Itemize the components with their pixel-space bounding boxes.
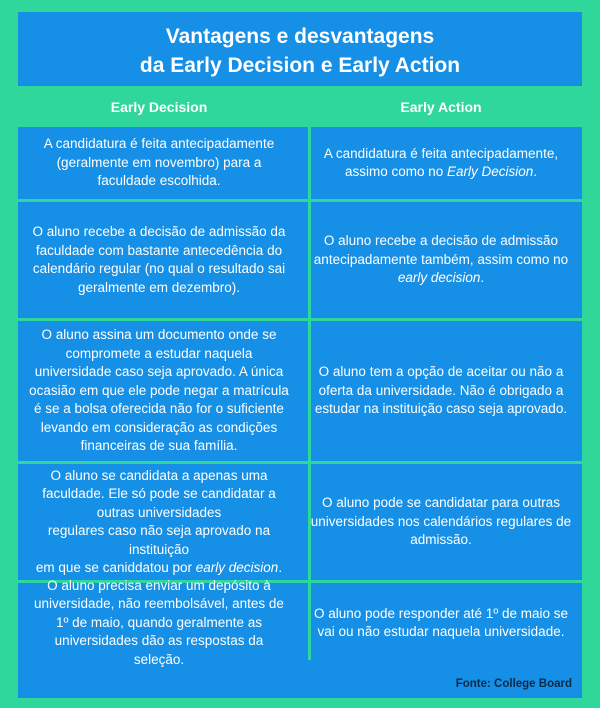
table-row — [18, 577, 582, 667]
early-decision-cell: A candidatura é feita antecipadamente (geralmente em novembro) para a faculdade escolhida. — [43, 136, 275, 189]
early-action-cell: O aluno pode responder até 1º de maio se vai ou não estudar naquela universidade. — [313, 605, 569, 639]
table-row — [18, 464, 582, 580]
early-decision-cell: O aluno precisa enviar um depósito à universidade, não reembolsável, antes de 1º de maio, quando geralmente as universidades dão as respostas da seleção. — [34, 577, 284, 667]
table-header — [18, 86, 582, 127]
table-row — [18, 127, 582, 199]
column-header-early-decision: Early Decision — [110, 98, 208, 115]
early-action-cell: O aluno recebe a decisão de admissão antecipadamente também, assim como no early decision. — [313, 233, 569, 286]
table-row — [18, 321, 582, 461]
column-divider — [308, 127, 311, 660]
early-decision-cell: O aluno se candidata a apenas uma faculdade. Ele só pode se candidatar a outras universidades regulares caso não seja aprovado na instituição em que se caniddatou por early decision. — [35, 467, 283, 575]
column-header-early-action: Early Action — [400, 98, 482, 115]
early-decision-cell: O aluno recebe a decisão de admissão da faculdade com bastante antecedência do calendário regular (no qual o resultado sai geralmente em dezembro). — [32, 224, 286, 295]
comparison-card — [18, 12, 582, 698]
table-row — [18, 202, 582, 318]
early-action-cell: O aluno tem a opção de aceitar ou não a oferta da universidade. Não é obrigado a estudar na instituição caso seja aprovado. — [314, 364, 568, 417]
early-decision-cell: O aluno assina um documento onde se compromete a estudar naquela universidade caso seja aprovado. A única ocasião em que ele pode negar a matrícula é se a bolsa oferecida não for o suficiente levando em consideração as condições financeiras de sua família. — [29, 327, 289, 454]
early-action-cell: O aluno pode se candidatar para outras universidades nos calendários regulares de admissão. — [310, 495, 572, 548]
source-credit: Fonte: College Board — [455, 678, 572, 690]
early-action-cell: A candidatura é feita antecipadamente, assimo como no Early Decision. — [323, 145, 559, 179]
title-line-2: da Early Decision e Early Action — [139, 54, 461, 77]
title-line-1: Vantagens e desvantagens — [165, 25, 435, 48]
page-title — [18, 22, 582, 80]
